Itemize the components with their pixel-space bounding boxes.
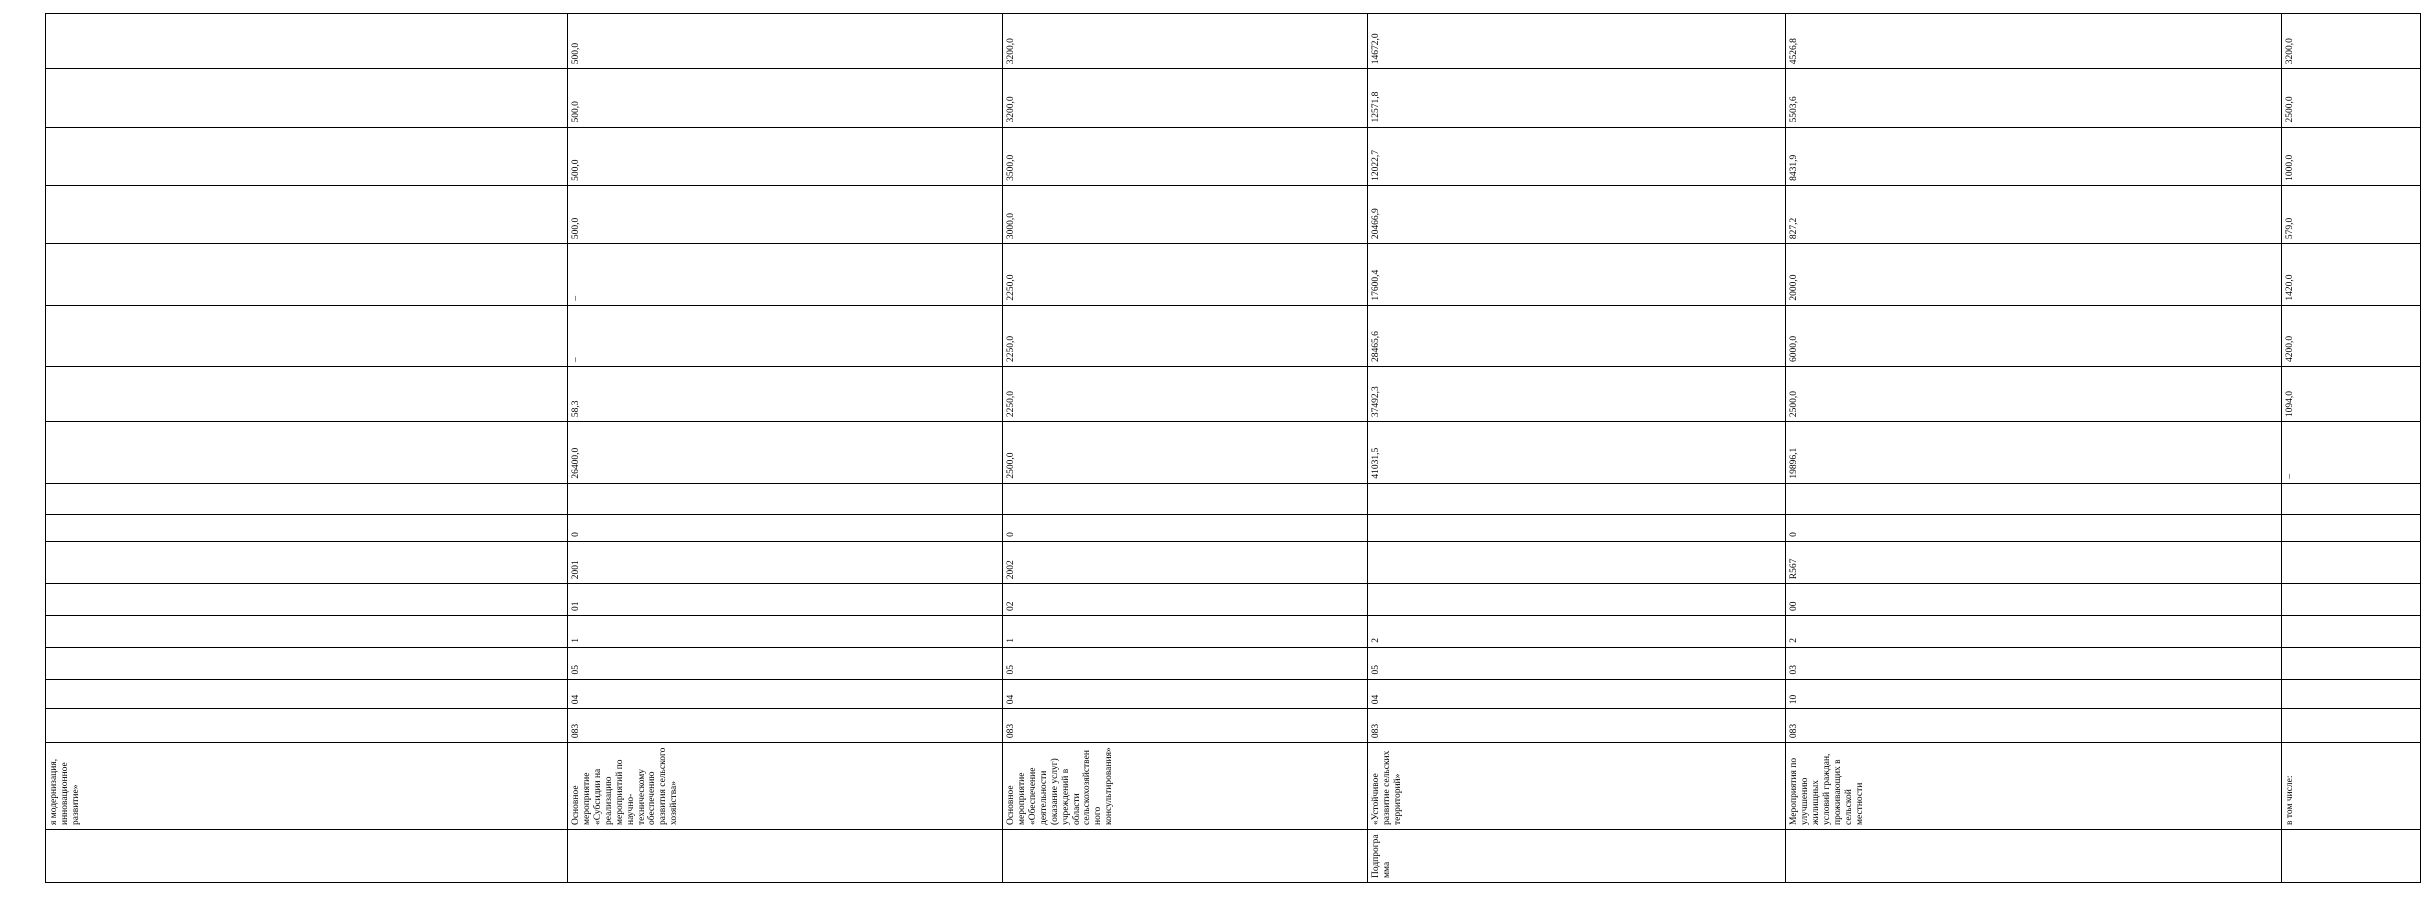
- value-2017-cell: 4200,0: [2281, 305, 2420, 366]
- subsection-cell: [2281, 647, 2420, 679]
- value-2017-cell: 6000,0: [1785, 305, 2281, 366]
- value-2015-cell: 2500,0: [1003, 422, 1368, 483]
- value-2016-cell: 37492,3: [1368, 367, 1786, 422]
- value-2021-cell: 3200,0: [1003, 69, 1368, 127]
- value-2017-cell: 2250,0: [1003, 305, 1368, 366]
- value-2018-cell: 2000,0: [1785, 244, 2281, 305]
- name-cell: Мероприятия по улучшению жилищных условий граждан, проживающих в сельской местности: [1785, 743, 2281, 830]
- subsection-cell: 03: [1785, 647, 2281, 679]
- rotated-table-wrapper: [45, 13, 2295, 883]
- name-cell: «Устойчивое развитие сельских территорий»: [1368, 743, 1786, 830]
- category-cell: [568, 830, 1003, 883]
- name-cell: Основное мероприятие «Обеспечение деятельности (оказание услуг) учреждений в области сельскохозяйственного консультирования»: [1003, 743, 1368, 830]
- table-row: [1003, 14, 1368, 883]
- value-2018-cell: 2250,0: [1003, 244, 1368, 305]
- section-cell: 04: [1003, 679, 1368, 709]
- subsection-cell: 05: [1368, 647, 1786, 679]
- code-cell: [1368, 541, 1786, 583]
- main-event-cell: [46, 584, 568, 616]
- value-2016-cell: 2250,0: [1003, 367, 1368, 422]
- value-2018-cell: –: [568, 244, 1003, 305]
- code-cell: 2002: [1003, 541, 1368, 583]
- section-cell: 10: [1785, 679, 2281, 709]
- category-cell: [1003, 830, 1368, 883]
- category-cell: Подпрограмма: [1368, 830, 1786, 883]
- program-cell: 1: [568, 615, 1003, 647]
- main-event-cell: 00: [1785, 584, 2281, 616]
- value-2020-cell: 1000,0: [2281, 127, 2420, 185]
- expense-type-cell: [2281, 515, 2420, 541]
- expense-type-cell: [46, 515, 568, 541]
- value-2015-cell: –: [2281, 422, 2420, 483]
- code-cell: [2281, 541, 2420, 583]
- category-cell: [46, 830, 568, 883]
- expense-type-cell: [1368, 515, 1786, 541]
- budget-table: [45, 13, 2421, 883]
- table-row: [568, 14, 1003, 883]
- value-2019-cell: 827,2: [1785, 185, 2281, 243]
- grbs-cell: 083: [1368, 709, 1786, 743]
- expense-type-cell: 0: [1003, 515, 1368, 541]
- value-2022-cell: 3200,0: [2281, 14, 2420, 69]
- value-2017-cell: [46, 305, 568, 366]
- value-2016-cell: [46, 367, 568, 422]
- value-2015-cell: 41031,5: [1368, 422, 1786, 483]
- value-2016-cell: 2500,0: [1785, 367, 2281, 422]
- name-cell: Основное мероприятие «Субсидии на реализацию мероприятий по научно-техническому обеспечению развития сельского хозяйства»: [568, 743, 1003, 830]
- program-cell: 2: [1368, 615, 1786, 647]
- name-cell: я модернизация, инновационное развитие»: [46, 743, 568, 830]
- program-cell: [46, 615, 568, 647]
- value-2021-cell: 5503,6: [1785, 69, 2281, 127]
- grbs-cell: 083: [1003, 709, 1368, 743]
- value-2017-cell: –: [568, 305, 1003, 366]
- section-cell: [2281, 679, 2420, 709]
- section-cell: [46, 679, 568, 709]
- value-2015-cell: 19896,1: [1785, 422, 2281, 483]
- value-2014-cell: [1785, 483, 2281, 515]
- value-2019-cell: 3000,0: [1003, 185, 1368, 243]
- value-2014-cell: [568, 483, 1003, 515]
- program-cell: 1: [1003, 615, 1368, 647]
- value-2021-cell: 2500,0: [2281, 69, 2420, 127]
- subsection-cell: 05: [1003, 647, 1368, 679]
- category-cell: [1785, 830, 2281, 883]
- value-2019-cell: 579,0: [2281, 185, 2420, 243]
- value-2021-cell: [46, 69, 568, 127]
- grbs-cell: [2281, 709, 2420, 743]
- value-2020-cell: 12022,7: [1368, 127, 1786, 185]
- value-2019-cell: [46, 185, 568, 243]
- category-cell: [2281, 830, 2420, 883]
- section-cell: 04: [1368, 679, 1786, 709]
- value-2014-cell: [1368, 483, 1786, 515]
- value-2021-cell: 12571,8: [1368, 69, 1786, 127]
- value-2019-cell: 500,0: [568, 185, 1003, 243]
- grbs-cell: 083: [1785, 709, 2281, 743]
- name-cell: в том числе:: [2281, 743, 2420, 830]
- program-cell: 2: [1785, 615, 2281, 647]
- value-2015-cell: 26400,0: [568, 422, 1003, 483]
- table-body: [46, 14, 2421, 883]
- value-2018-cell: 17600,4: [1368, 244, 1786, 305]
- value-2016-cell: 1094,0: [2281, 367, 2420, 422]
- program-cell: [2281, 615, 2420, 647]
- main-event-cell: 02: [1003, 584, 1368, 616]
- value-2020-cell: 500,0: [568, 127, 1003, 185]
- value-2021-cell: 500,0: [568, 69, 1003, 127]
- value-2014-cell: [1003, 483, 1368, 515]
- subsection-cell: [46, 647, 568, 679]
- subsection-cell: 05: [568, 647, 1003, 679]
- value-2014-cell: [46, 483, 568, 515]
- main-event-cell: [1368, 584, 1786, 616]
- value-2022-cell: 14672,0: [1368, 14, 1786, 69]
- value-2020-cell: [46, 127, 568, 185]
- code-cell: [46, 541, 568, 583]
- code-cell: R567: [1785, 541, 2281, 583]
- value-2020-cell: 8431,9: [1785, 127, 2281, 185]
- value-2016-cell: 58,3: [568, 367, 1003, 422]
- grbs-cell: [46, 709, 568, 743]
- expense-type-cell: 0: [1785, 515, 2281, 541]
- value-2015-cell: [46, 422, 568, 483]
- table-row: [2281, 14, 2420, 883]
- table-row: [1785, 14, 2281, 883]
- value-2018-cell: 1420,0: [2281, 244, 2420, 305]
- section-cell: 04: [568, 679, 1003, 709]
- value-2014-cell: [2281, 483, 2420, 515]
- main-event-cell: [2281, 584, 2420, 616]
- value-2022-cell: 3200,0: [1003, 14, 1368, 69]
- value-2019-cell: 20466,9: [1368, 185, 1786, 243]
- expense-type-cell: 0: [568, 515, 1003, 541]
- value-2022-cell: [46, 14, 568, 69]
- value-2017-cell: 28465,6: [1368, 305, 1786, 366]
- grbs-cell: 083: [568, 709, 1003, 743]
- code-cell: 2001: [568, 541, 1003, 583]
- main-event-cell: 01: [568, 584, 1003, 616]
- value-2022-cell: 4526,8: [1785, 14, 2281, 69]
- value-2022-cell: 500,0: [568, 14, 1003, 69]
- value-2018-cell: [46, 244, 568, 305]
- table-row: [1368, 14, 1786, 883]
- table-row: [46, 14, 568, 883]
- value-2020-cell: 3500,0: [1003, 127, 1368, 185]
